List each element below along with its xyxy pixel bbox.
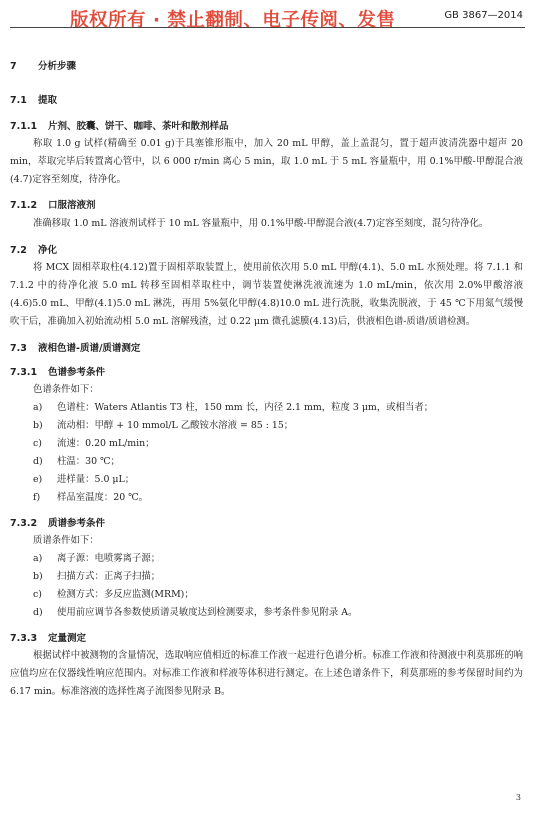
list-item <box>10 550 523 568</box>
list-item <box>10 417 523 435</box>
section-number: 7.3.1 <box>10 367 38 378</box>
section-number: 7.2 <box>10 245 27 256</box>
list-item-text: 色谱柱：Waters Atlantis T3 柱，150 mm 长，内径 2.1 mm，粒度 3 μm，或相当者； <box>57 402 434 413</box>
list-item-text: 检测方式：多反应监测(MRM)； <box>57 589 194 600</box>
paragraph-7-3-2-intro: 质谱条件如下： <box>33 535 99 546</box>
document-body <box>10 58 523 701</box>
list-item <box>10 568 523 586</box>
section-title: 净化 <box>38 245 58 256</box>
section-number: 7 <box>10 61 17 72</box>
section-title: 片剂、胶囊、饼干、咖啡、茶叶和散剂样品 <box>48 121 229 132</box>
list-marker: e) <box>33 474 43 485</box>
list-item-text: 样品室温度：20 ℃。 <box>57 492 149 503</box>
list-marker: d) <box>33 456 43 467</box>
list-item-text: 扫描方式：正离子扫描； <box>57 571 161 582</box>
section-heading-7-2 <box>10 242 523 256</box>
paragraph-7-1-1: 称取 1.0 g 试样(精确至 0.01 g)于具塞锥形瓶中，加入 20 mL 甲醇，盖上盖混匀，置于超声波清洗器中超声 20 min，萃取完毕后转置离心管中，以 6 000 r/min 离心 5 min，取 1.0 mL 于 5 mL 容量瓶中，用 0.1%甲酸-甲醇混合液(4.7)定容至刻度，待净化。 <box>10 138 523 185</box>
section-title: 质谱参考条件 <box>48 518 106 529</box>
list-item <box>10 435 523 453</box>
section-heading-7-3 <box>10 340 523 354</box>
chromatography-conditions-list <box>10 399 523 507</box>
section-heading-7-3-3 <box>10 630 523 644</box>
list-marker: b) <box>33 420 43 431</box>
paragraph-7-1-2: 准确移取 1.0 mL 溶液剂试样于 10 mL 容量瓶中，用 0.1%甲酸-甲醇混合液(4.7)定容至刻度，混匀待净化。 <box>33 218 489 229</box>
section-heading-7-3-1 <box>10 364 523 378</box>
copyright-watermark: 版权所有 · 禁止翻制、电子传阅、发售 <box>70 10 396 31</box>
list-item-text: 流速：0.20 mL/min； <box>57 438 155 449</box>
list-item <box>10 586 523 604</box>
section-title: 口服溶液剂 <box>48 200 96 211</box>
list-marker: d) <box>33 607 43 618</box>
list-item-text: 进样量：5.0 μL； <box>57 474 135 485</box>
mass-spec-conditions-list <box>10 550 523 622</box>
header-divider <box>10 27 525 28</box>
section-title: 定量测定 <box>48 633 87 644</box>
section-number: 7.3 <box>10 343 27 354</box>
list-marker: a) <box>33 402 43 413</box>
list-item-text: 离子源：电喷雾离子源； <box>57 553 161 564</box>
section-number: 7.1.2 <box>10 200 38 211</box>
section-number: 7.3.3 <box>10 633 38 644</box>
list-item <box>10 471 523 489</box>
section-title: 分析步骤 <box>38 61 77 72</box>
list-item-text: 柱温：30 ℃； <box>57 456 120 467</box>
list-item <box>10 489 523 507</box>
section-heading-7-1 <box>10 92 523 106</box>
list-marker: c) <box>33 438 42 449</box>
section-heading-7-1-1 <box>10 118 523 132</box>
section-number: 7.1.1 <box>10 121 38 132</box>
list-marker: a) <box>33 553 43 564</box>
section-title: 提取 <box>38 95 58 106</box>
section-number: 7.3.2 <box>10 518 38 529</box>
list-item-text: 流动相：甲醇 + 10 mmol/L 乙酸铵水溶液 = 85 : 15； <box>57 420 294 431</box>
list-marker: c) <box>33 589 42 600</box>
paragraph-7-2: 将 MCX 固相萃取柱(4.12)置于固相萃取装置上，使用前依次用 5.0 mL 甲醇(4.1)、5.0 mL 水预处理。将 7.1.1 和 7.1.2 中的待净化液 5.0 mL 转移至固相萃取柱中，调节装置使淋洗液流速为 1.0 mL/min，依次用 2.0%甲酸溶液(4.6)5.0 mL、甲醇(4.1)5.0 mL 淋洗，再用 5%氨化甲醇(4.8)10.0 mL 进行洗脱，收集洗脱液，于 45 ℃下用氮气缓慢吹干后，准确加入初始流动相 5.0 mL 溶解残渣，过 0.22 μm 微孔滤膜(4.13)后，供液相色谱-质谱/质谱检测。 <box>10 262 523 327</box>
paragraph-7-3-1-intro: 色谱条件如下： <box>33 384 99 395</box>
list-item <box>10 604 523 622</box>
section-heading-7 <box>10 58 523 72</box>
list-marker: b) <box>33 571 43 582</box>
section-heading-7-3-2 <box>10 515 523 529</box>
section-title: 液相色谱-质谱/质谱测定 <box>38 343 141 354</box>
section-heading-7-1-2 <box>10 197 523 211</box>
list-item-text: 使用前应调节各参数使质谱灵敏度达到检测要求，参考条件参见附录 A。 <box>57 607 358 618</box>
list-marker: f) <box>33 492 41 503</box>
section-title: 色谱参考条件 <box>48 367 106 378</box>
paragraph-7-3-3: 根据试样中被测物的含量情况，选取响应值相近的标准工作液一起进行色谱分析。标准工作液和待测液中利莫那班的响应值均应在仪器线性响应范围内。对标准工作液和样液等体积进行测定。在上述色谱条件下，利莫那班的参考保留时间约为 6.17 min。标准溶液的选择性离子流图参见附录 B。 <box>10 650 523 697</box>
page-number: 3 <box>515 793 521 802</box>
list-item <box>10 399 523 417</box>
section-number: 7.1 <box>10 95 27 106</box>
list-item <box>10 453 523 471</box>
standard-code: GB 3867—2014 <box>444 10 523 21</box>
